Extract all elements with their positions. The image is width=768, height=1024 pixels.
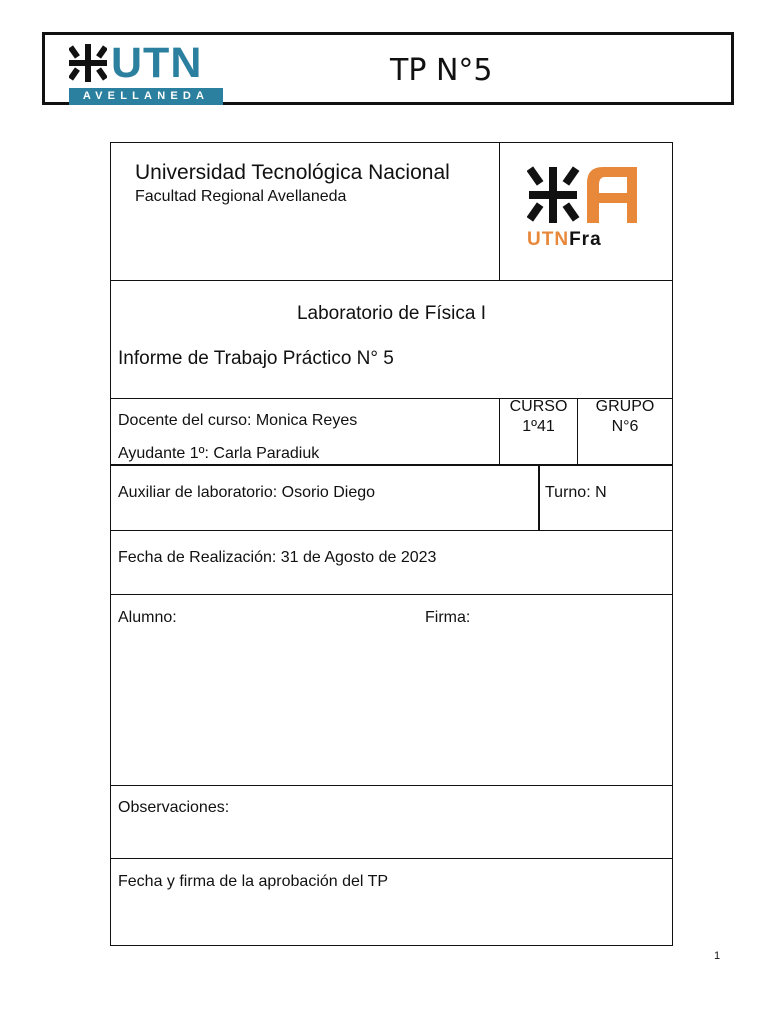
utn-avellaneda-logo	[69, 39, 223, 104]
fra-caption-accent: UTN	[527, 229, 570, 250]
signature-label: Firma:	[425, 609, 471, 626]
fra-emblem-icon	[527, 163, 645, 227]
divider	[111, 530, 672, 531]
cover-form	[110, 142, 673, 946]
page-title: TP N°5	[390, 53, 493, 88]
utn-logo-subtitle: AVELLANEDA	[69, 88, 223, 105]
divider	[111, 464, 672, 466]
utn-emblem-icon	[69, 44, 107, 82]
observations-label: Observaciones:	[118, 799, 230, 816]
faculty-name: Facultad Regional Avellaneda	[135, 188, 347, 205]
teacher-text: Docente del curso: Monica Reyes	[118, 412, 358, 429]
group-label: GRUPO	[595, 398, 655, 415]
utn-logo-word: UTN	[111, 39, 203, 87]
lab-title: Laboratorio de Física I	[296, 303, 487, 324]
course-label: CURSO	[509, 398, 568, 415]
fra-caption-rest: Fra	[569, 229, 602, 250]
shift-text: Turno: N	[545, 484, 607, 501]
divider	[111, 280, 672, 281]
utn-fra-logo	[527, 163, 645, 253]
group-value: N°6	[611, 418, 639, 435]
approval-label: Fecha y firma de la aprobación del TP	[118, 873, 389, 890]
divider	[111, 594, 672, 595]
header-box	[42, 32, 734, 105]
page-number: 1	[714, 950, 721, 962]
fra-logo-caption	[527, 229, 602, 251]
divider	[111, 858, 672, 859]
divider	[111, 785, 672, 786]
university-name: Universidad Tecnológica Nacional	[135, 161, 450, 184]
divider	[499, 143, 500, 280]
report-title: Informe de Trabajo Práctico N° 5	[118, 348, 394, 369]
assistant-text: Ayudante 1º: Carla Paradiuk	[118, 445, 320, 462]
realization-date: Fecha de Realización: 31 de Agosto de 2023	[118, 549, 437, 566]
student-label: Alumno:	[118, 609, 177, 626]
divider	[538, 465, 540, 530]
lab-assistant-text: Auxiliar de laboratorio: Osorio Diego	[118, 484, 376, 501]
course-value: 1º41	[522, 418, 555, 435]
